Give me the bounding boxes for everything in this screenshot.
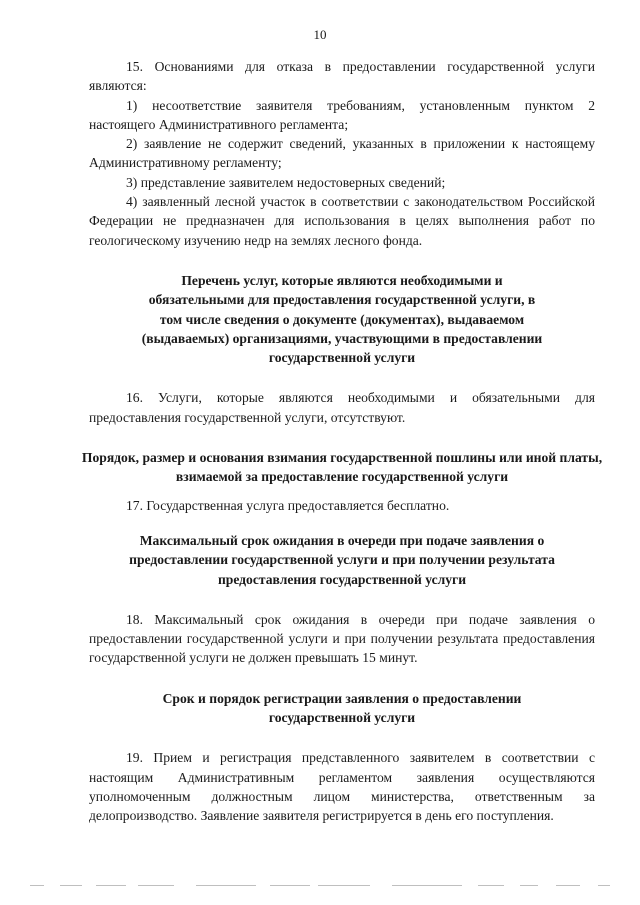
paragraph-15-item-4: 4) заявленный лесной участок в соответствии с законодательством Российской Федерации не предназначен для использования в целях выполнения работ по геологическому изучению недр на землях лесного фонда. [89, 194, 595, 248]
spacer [89, 727, 595, 748]
heading-registration: Срок и порядок регистрации заявления о предоставлении государственной услуги [162, 690, 522, 726]
paragraph-15-item-2: 2) заявление не содержит сведений, указанных в приложении к настоящему Административному регламенту; [89, 136, 595, 171]
scan-dash [598, 885, 610, 886]
heading-fee: Порядок, размер и основания взимания государственной пошлины или иной платы, взимаемой за предоставление государственной услуги [81, 450, 603, 485]
paragraph-16: 16. Услуги, которые являются необходимыми и обязательными для предоставления государственной услуги, отсутствуют. [89, 390, 595, 425]
spacer [89, 250, 595, 271]
spacer [89, 487, 595, 496]
spacer [89, 668, 595, 689]
paragraph-15-item-1: 1) несоответствие заявителя требованиям, установленным пунктом 2 настоящего Административного регламента; [89, 97, 595, 132]
spacer [89, 589, 595, 610]
scan-dash [318, 885, 370, 886]
scan-artifact-line [0, 885, 640, 888]
paragraph-15-item-3: 3) представление заявителем недостоверных сведений; [126, 174, 446, 190]
scan-dash [196, 885, 256, 886]
scan-dash [30, 885, 44, 886]
scan-dash [60, 885, 82, 886]
paragraph-19: 19. Прием и регистрация представленного заявителем в соответствии с настоящим Административным регламентом заявления осуществляются уполномоченным должностным лицом министерства, ответственным за делопроизводство. Заявление заявителя регистрируется в день его поступления. [89, 750, 595, 824]
page-content [81, 57, 603, 826]
spacer [89, 427, 595, 448]
paragraph-18: 18. Максимальный срок ожидания в очереди при подаче заявления о предоставлении государственной услуги и при получении результата предоставления государственной услуги не должен превышать 15 минут. [89, 611, 595, 666]
heading-required-services: Перечень услуг, которые являются необходимыми и обязательными для предоставления государственной услуги, в том числе сведения о документе (документах), выдаваемом (выдаваемых) организациями, участвующими в предоставлении государственной услуги [141, 272, 543, 366]
scan-dash [556, 885, 580, 886]
scan-dash [478, 885, 504, 886]
scan-dash [270, 885, 310, 886]
scan-dash [138, 885, 174, 886]
spacer [89, 367, 595, 388]
scan-dash [520, 885, 538, 886]
paragraph-17: 17. Государственная услуга предоставляется бесплатно. [126, 497, 450, 513]
scan-dash [96, 885, 126, 886]
scan-dash [392, 885, 462, 886]
heading-queue-time: Максимальный срок ожидания в очереди при подаче заявления о предоставлении государственной услуги и при получении результата предоставления государственной услуги [129, 532, 555, 587]
paragraph-15: 15. Основаниями для отказа в предоставлении государственной услуги являются: [89, 59, 595, 94]
spacer [89, 515, 595, 531]
page-number: 10 [313, 27, 327, 42]
